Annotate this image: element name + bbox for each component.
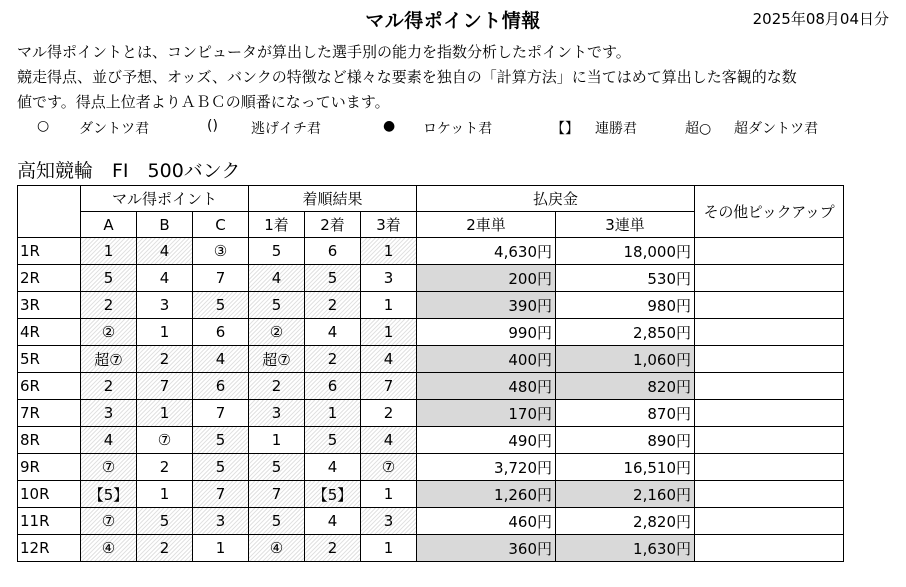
trifecta-payout-cell: 18,000円	[556, 238, 695, 265]
result-third-cell: ⑦	[361, 454, 417, 481]
point-a-cell: 超⑦	[81, 346, 137, 373]
race-number: 3R	[18, 292, 81, 319]
exacta-payout-cell: 170円	[417, 400, 556, 427]
point-c-cell: 5	[193, 292, 249, 319]
other-pickup-cell	[695, 319, 844, 346]
symbol-legend	[37, 118, 897, 140]
result-second-cell: 4	[305, 319, 361, 346]
result-first-cell: ②	[249, 319, 305, 346]
description-line-1: マル得ポイントとは、コンピュータが算出した選手別の能力を指数分析したポイントです。	[17, 43, 631, 61]
result-second-cell: 4	[305, 508, 361, 535]
legend-label-super-dantotsu: 超ダントツ君	[734, 121, 819, 137]
header-b: B	[137, 212, 193, 238]
result-second-cell: 2	[305, 292, 361, 319]
point-a-cell: ⑦	[81, 454, 137, 481]
point-a-cell: 3	[81, 400, 137, 427]
point-b-cell: 4	[137, 265, 193, 292]
trifecta-payout-cell: 530円	[556, 265, 695, 292]
description-line-2: 競走得点、並び予想、オッズ、バンクの特徴など様々な要素を独自の「計算方法」に当てはめて算出した客観的な数	[17, 68, 797, 86]
point-b-cell: 1	[137, 481, 193, 508]
result-second-cell: 6	[305, 238, 361, 265]
other-pickup-cell	[695, 400, 844, 427]
result-third-cell: 1	[361, 535, 417, 562]
point-c-cell: 7	[193, 481, 249, 508]
result-second-cell: 2	[305, 346, 361, 373]
legend-symbol-super-dantotsu: 超○	[685, 121, 712, 137]
point-c-cell: ③	[193, 238, 249, 265]
other-pickup-cell	[695, 535, 844, 562]
exacta-payout-cell: 490円	[417, 427, 556, 454]
point-b-cell: 2	[137, 346, 193, 373]
point-a-cell: ②	[81, 319, 137, 346]
table-row	[18, 238, 844, 265]
other-pickup-cell	[695, 265, 844, 292]
results-table	[17, 185, 844, 562]
point-a-cell: 【5】	[81, 481, 137, 508]
point-b-cell: 1	[137, 319, 193, 346]
point-c-cell: 4	[193, 346, 249, 373]
header-a: A	[81, 212, 137, 238]
point-b-cell: 2	[137, 454, 193, 481]
trifecta-payout-cell: 2,820円	[556, 508, 695, 535]
table-row	[18, 427, 844, 454]
result-first-cell: 3	[249, 400, 305, 427]
race-number: 11R	[18, 508, 81, 535]
result-third-cell: 1	[361, 481, 417, 508]
header-trifecta: 3連単	[556, 212, 695, 238]
point-b-cell: 2	[137, 535, 193, 562]
exacta-payout-cell: 400円	[417, 346, 556, 373]
point-a-cell: ⑦	[81, 508, 137, 535]
result-first-cell: 5	[249, 454, 305, 481]
corner-cell	[18, 186, 81, 238]
legend-label-dantotsu: ダントツ君	[79, 121, 150, 137]
result-first-cell: 1	[249, 427, 305, 454]
venue-title: 高知競輪 FI 500バンク	[17, 160, 241, 182]
result-first-cell: ④	[249, 535, 305, 562]
exacta-payout-cell: 990円	[417, 319, 556, 346]
race-number: 1R	[18, 238, 81, 265]
result-first-cell: 5	[249, 238, 305, 265]
point-c-cell: 6	[193, 319, 249, 346]
table-row	[18, 508, 844, 535]
result-third-cell: 3	[361, 508, 417, 535]
point-a-cell: 2	[81, 373, 137, 400]
point-b-cell: ⑦	[137, 427, 193, 454]
result-first-cell: 超⑦	[249, 346, 305, 373]
report-date: 2025年08月04日分	[752, 10, 889, 28]
point-a-cell: 2	[81, 292, 137, 319]
legend-symbol-nigeichi: ()	[207, 118, 218, 134]
legend-label-rocket: ロケット君	[423, 121, 493, 137]
result-second-cell: 6	[305, 373, 361, 400]
result-third-cell: 1	[361, 238, 417, 265]
point-c-cell: 1	[193, 535, 249, 562]
race-number: 4R	[18, 319, 81, 346]
exacta-payout-cell: 1,260円	[417, 481, 556, 508]
point-c-cell: 7	[193, 400, 249, 427]
race-number: 10R	[18, 481, 81, 508]
table-row	[18, 265, 844, 292]
point-c-cell: 5	[193, 427, 249, 454]
table-row	[18, 481, 844, 508]
result-third-cell: 1	[361, 292, 417, 319]
result-second-cell: 【5】	[305, 481, 361, 508]
result-first-cell: 4	[249, 265, 305, 292]
result-second-cell: 2	[305, 535, 361, 562]
race-number: 8R	[18, 427, 81, 454]
point-c-cell: 7	[193, 265, 249, 292]
payout-group-header: 払戻金	[417, 186, 695, 212]
other-pickup-cell	[695, 481, 844, 508]
result-first-cell: 5	[249, 508, 305, 535]
trifecta-payout-cell: 890円	[556, 427, 695, 454]
table-row	[18, 346, 844, 373]
other-pickup-cell	[695, 508, 844, 535]
point-c-cell: 6	[193, 373, 249, 400]
result-third-cell: 2	[361, 400, 417, 427]
result-third-cell: 3	[361, 265, 417, 292]
exacta-payout-cell: 3,720円	[417, 454, 556, 481]
trifecta-payout-cell: 1,060円	[556, 346, 695, 373]
description-line-3: 値です。得点上位者よりＡＢＣの順番になっています。	[17, 93, 390, 111]
other-pickup-cell	[695, 238, 844, 265]
point-a-cell: 5	[81, 265, 137, 292]
header-c: C	[193, 212, 249, 238]
trifecta-payout-cell: 1,630円	[556, 535, 695, 562]
point-b-cell: 5	[137, 508, 193, 535]
point-b-cell: 7	[137, 373, 193, 400]
point-a-cell: 1	[81, 238, 137, 265]
point-c-cell: 3	[193, 508, 249, 535]
result-first-cell: 7	[249, 481, 305, 508]
result-third-cell: 4	[361, 346, 417, 373]
legend-symbol-renshou: 【】	[551, 121, 579, 137]
result-second-cell: 5	[305, 265, 361, 292]
exacta-payout-cell: 460円	[417, 508, 556, 535]
legend-symbol-dantotsu: ○	[37, 118, 50, 134]
points-group-header: マル得ポイント	[81, 186, 249, 212]
table-row	[18, 535, 844, 562]
race-number: 2R	[18, 265, 81, 292]
race-number: 7R	[18, 400, 81, 427]
point-b-cell: 4	[137, 238, 193, 265]
trifecta-payout-cell: 16,510円	[556, 454, 695, 481]
point-a-cell: ④	[81, 535, 137, 562]
table-row	[18, 319, 844, 346]
other-pickup-cell	[695, 373, 844, 400]
results-body	[18, 238, 844, 562]
result-group-header: 着順結果	[249, 186, 417, 212]
table-row	[18, 373, 844, 400]
other-pickup-cell	[695, 427, 844, 454]
table-row	[18, 292, 844, 319]
race-number: 6R	[18, 373, 81, 400]
exacta-payout-cell: 200円	[417, 265, 556, 292]
exacta-payout-cell: 390円	[417, 292, 556, 319]
header-second: 2着	[305, 212, 361, 238]
header-third: 3着	[361, 212, 417, 238]
other-pickup-cell	[695, 454, 844, 481]
result-second-cell: 1	[305, 400, 361, 427]
exacta-payout-cell: 360円	[417, 535, 556, 562]
legend-label-renshou: 連勝君	[595, 121, 637, 137]
race-number: 5R	[18, 346, 81, 373]
trifecta-payout-cell: 980円	[556, 292, 695, 319]
exacta-payout-cell: 480円	[417, 373, 556, 400]
other-pickup-cell	[695, 292, 844, 319]
point-a-cell: 4	[81, 427, 137, 454]
race-number: 12R	[18, 535, 81, 562]
result-second-cell: 5	[305, 427, 361, 454]
table-row	[18, 400, 844, 427]
table-row	[18, 454, 844, 481]
legend-label-nigeichi: 逃げイチ君	[251, 121, 321, 137]
result-third-cell: 7	[361, 373, 417, 400]
header-first: 1着	[249, 212, 305, 238]
trifecta-payout-cell: 870円	[556, 400, 695, 427]
other-pickup-cell	[695, 346, 844, 373]
race-number: 9R	[18, 454, 81, 481]
result-second-cell: 4	[305, 454, 361, 481]
exacta-payout-cell: 4,630円	[417, 238, 556, 265]
trifecta-payout-cell: 820円	[556, 373, 695, 400]
other-pickup-header: その他ピックアップ	[695, 186, 844, 238]
legend-symbol-rocket: ●	[383, 118, 396, 134]
result-first-cell: 5	[249, 292, 305, 319]
page-title: マル得ポイント情報	[365, 10, 541, 32]
point-b-cell: 3	[137, 292, 193, 319]
result-first-cell: 2	[249, 373, 305, 400]
point-b-cell: 1	[137, 400, 193, 427]
result-third-cell: 4	[361, 427, 417, 454]
point-c-cell: 5	[193, 454, 249, 481]
header-exacta: 2車単	[417, 212, 556, 238]
trifecta-payout-cell: 2,160円	[556, 481, 695, 508]
description	[17, 40, 897, 115]
result-third-cell: 1	[361, 319, 417, 346]
trifecta-payout-cell: 2,850円	[556, 319, 695, 346]
